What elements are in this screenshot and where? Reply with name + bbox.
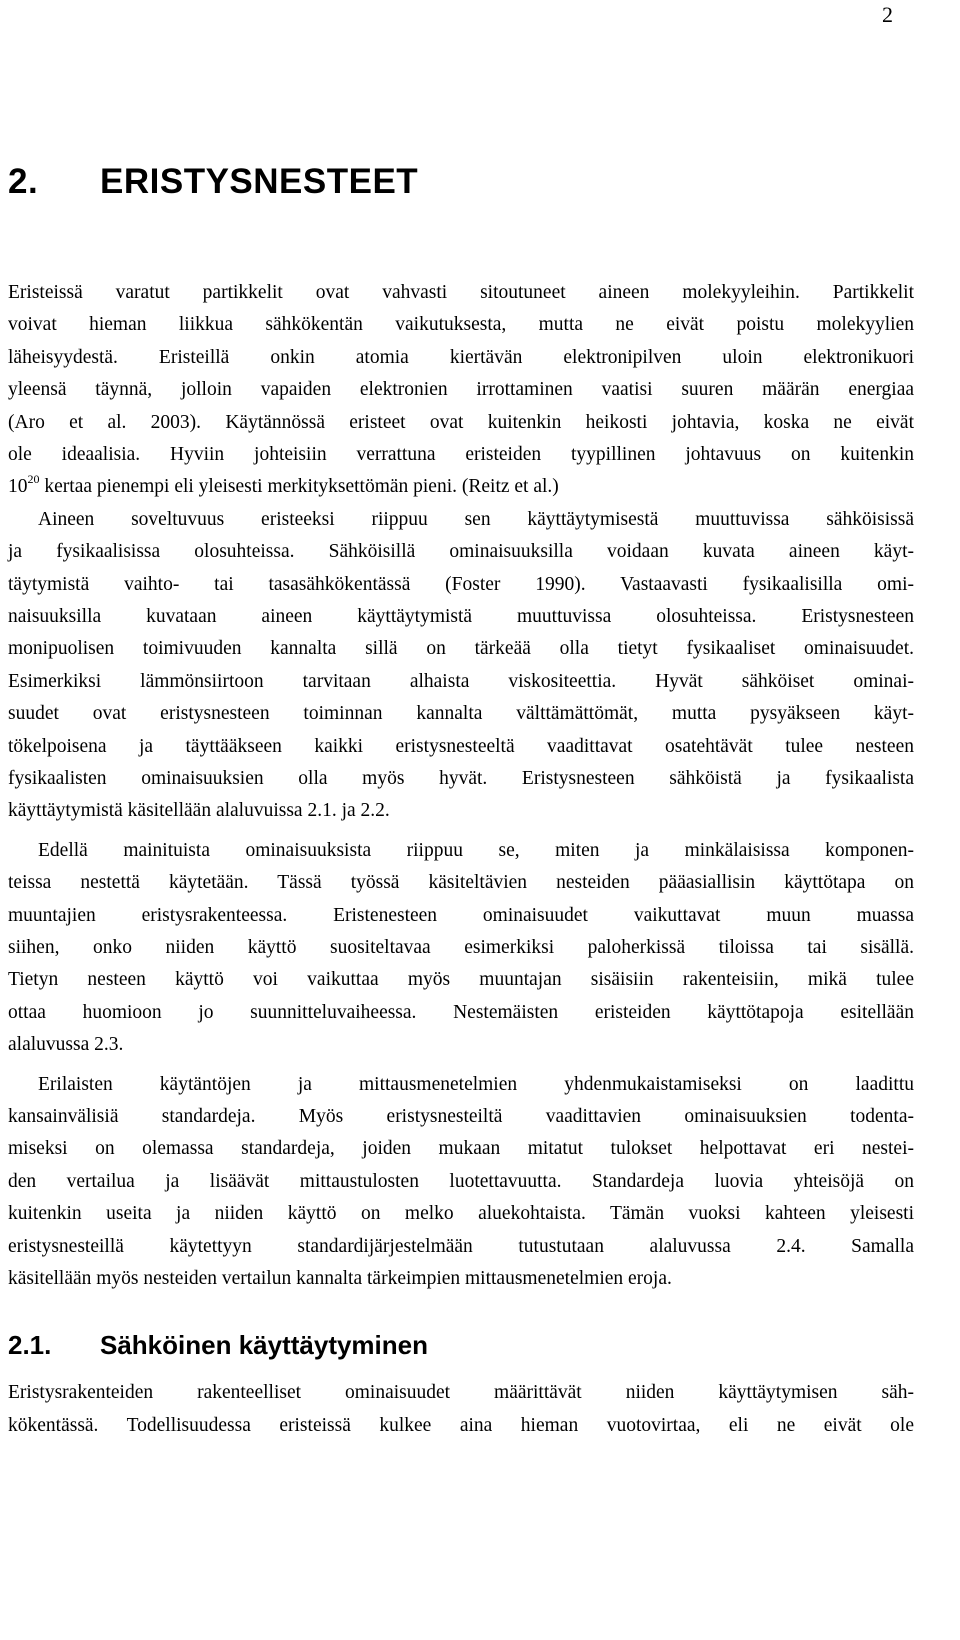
text-line: miseksi on olemassa standardeja, joiden mukaan mitatut tulokset helpottavat eri nestei- <box>8 1138 914 1160</box>
section-number: 2.1. <box>8 1330 52 1361</box>
text-line: muuntajien eristysrakenteessa. Eristenesteen ominaisuudet vaikuttavat muun muassa <box>8 904 914 926</box>
text-line: läheisyydestä. Eristeillä onkin atomia kiertävän elektronipilven uloin elektronikuori <box>8 346 914 368</box>
text-line: Erilaisten käytäntöjen ja mittausmenetelmien yhdenmukaistamiseksi on laadittu <box>38 1073 914 1095</box>
text-line: naisuuksilla kuvataan aineen käyttäytymistä muuttuvissa olosuhteissa. Eristysnesteen <box>8 605 914 627</box>
text-line: suudet ovat eristysnesteen toiminnan kannalta välttämättömät, mutta pysyäkseen käyt- <box>8 703 914 725</box>
text-line: monipuolisen toimivuuden kannalta sillä on tärkeää olla tietyt fysikaaliset ominaisuudet. <box>8 638 914 660</box>
text-line: Esimerkiksi lämmönsiirtoon tarvitaan alhaista viskositeettia. Hyvät sähköiset ominai- <box>8 670 914 692</box>
chapter-title: ERISTYSNESTEET <box>100 162 419 201</box>
text-line: kökentässä. Todellisuudessa eristeissä kulkee aina hieman vuotovirtaa, eli ne eivät ole <box>8 1414 914 1436</box>
section-paragraph <box>8 1377 914 1442</box>
text-line: kansainvälisiä standardeja. Myös eristysnesteiltä vaadittavien ominaisuuksien todenta- <box>8 1105 914 1127</box>
power-exponent: 20 <box>27 472 40 487</box>
text-line: Eristysrakenteiden rakenteelliset ominaisuudet määrittävät niiden käyttäytymisen säh- <box>8 1382 914 1404</box>
paragraph-1 <box>8 277 914 504</box>
text-line: den vertailua ja lisäävät mittaustulosten luotettavuutta. Standardeja luovia yhteisöjä on <box>8 1170 914 1192</box>
text-line: siihen, onko niiden käyttö suositeltavaa esimerkiksi paloherkissä tiloissa tai sisällä. <box>8 936 914 958</box>
page-number: 2 <box>882 2 893 27</box>
chapter-number: 2. <box>8 162 39 201</box>
section-heading <box>8 1327 428 1363</box>
text-line: Aineen soveltuvuus eristeeksi riippuu sen käyttäytymisestä muuttuvissa sähköisissä <box>38 508 914 530</box>
text-line: käyttäytymistä käsitellään alaluvuissa 2.1. ja 2.2. <box>8 800 390 822</box>
text-line: voivat hieman liikkua sähkökentän vaikutuksesta, mutta ne eivät poistu molekyylien <box>8 314 914 336</box>
text-line-with-exponent <box>8 471 914 503</box>
text-line-rest: kertaa pienempi eli yleisesti merkityksettömän pieni. (Reitz et al.) <box>39 476 559 498</box>
text-line: Eristeissä varatut partikkelit ovat vahvasti sitoutuneet aineen molekyyleihin. Partikkelit <box>8 282 914 303</box>
text-line: Edellä mainituista ominaisuuksista riippuu se, miten ja minkälaisissa komponen- <box>38 839 914 861</box>
paragraph-2 <box>8 504 914 828</box>
text-line: eristysnesteillä käytettyyn standardijärjestelmään tutustutaan alaluvussa 2.4. Samalla <box>8 1235 914 1257</box>
text-line: Tietyn nesteen käyttö voi vaikuttaa myös muuntajan sisäisiin rakenteisiin, mikä tulee <box>8 969 914 991</box>
text-line: alaluvussa 2.3. <box>8 1034 124 1056</box>
text-line: ole ideaalisia. Hyviin johteisiin verrattuna eristeiden tyypillinen johtavuus on kuitenkin <box>8 443 914 465</box>
paragraph-4 <box>8 1069 914 1296</box>
text-line: ottaa huomioon jo suunnitteluvaiheessa. Nestemäisten eristeiden käyttötapoja esitellään <box>8 1001 914 1023</box>
section-title: Sähköinen käyttäytyminen <box>100 1330 428 1361</box>
power-base: 10 <box>8 476 28 498</box>
chapter-heading <box>8 158 418 206</box>
text-line: fysikaalisten ominaisuuksien olla myös hyvät. Eristysnesteen sähköistä ja fysikaalista <box>8 767 914 789</box>
text-line: yleensä täynnä, jolloin vapaiden elektronien irrottaminen vaatisi suuren määrän energiaa <box>8 379 914 401</box>
text-line: tökelpoisena ja täyttääkseen kaikki eristysnesteeltä vaadittavat osatehtävät tulee nesteen <box>8 735 914 757</box>
text-line: täytymistä vaihto- tai tasasähkökentässä (Foster 1990). Vastaavasti fysikaalisilla omi- <box>8 573 914 595</box>
text-line: käsitellään myös nesteiden vertailun kannalta tärkeimpien mittausmenetelmien eroja. <box>8 1267 672 1289</box>
text-line: kuitenkin useita ja niiden käyttö on melko aluekohtaista. Tämän vuoksi kahteen yleisesti <box>8 1203 914 1225</box>
text-line: teissa nestettä käytetään. Tässä työssä käsiteltävien nesteiden pääasiallisin käyttötapa on <box>8 872 914 894</box>
text-line: ja fysikaalisissa olosuhteissa. Sähköisillä ominaisuuksilla voidaan kuvata aineen käyt- <box>8 541 914 563</box>
text-line: (Aro et al. 2003). Käytännössä eristeet ovat kuitenkin heikosti johtavia, koska ne eivät <box>8 411 914 433</box>
paragraph-3 <box>8 835 914 1062</box>
